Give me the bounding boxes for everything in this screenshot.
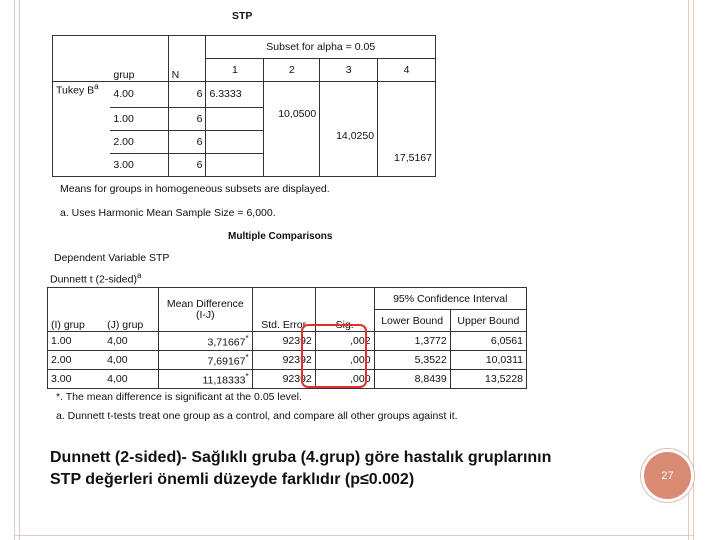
page-number-badge: 27 <box>641 449 694 502</box>
mc-test-label: Dunnett t (2-sided)$^a$ <box>50 271 142 286</box>
caption-line-1: Dunnett (2-sided)- Sağlıklı gruba (4.grup) göre hastalık gruplarının <box>50 449 552 466</box>
table-cell: 3.00 <box>48 370 105 389</box>
table-row-group: 4.00 <box>110 82 168 107</box>
table-cell: ,000 <box>315 351 374 370</box>
frame-line-left-outer <box>14 0 15 540</box>
table-cell: 6.3333 <box>206 82 264 107</box>
table-cell: 4,00 <box>104 351 158 370</box>
table-cell <box>206 130 264 153</box>
mc-col-j: (J) grup <box>104 288 158 332</box>
table-cell: ,002 <box>315 332 374 351</box>
mc-dependent-variable: Dependent Variable STP <box>54 252 170 264</box>
slide-caption <box>50 447 551 491</box>
sig-column-highlight <box>301 324 367 388</box>
table-row-n: 6 <box>168 107 206 130</box>
stp-subset-header: Subset for alpha = 0.05 <box>206 36 436 59</box>
stp-note-1: Means for groups in homogeneous subsets are displayed. <box>60 183 330 195</box>
table-row-n: 6 <box>168 130 206 153</box>
mc-note-1: *. The mean difference is significant at the 0.05 level. <box>56 391 302 403</box>
table-cell: 13,5228 <box>450 370 526 389</box>
table-cell: 3,71667* <box>159 332 253 351</box>
table-row-n: 6 <box>168 153 206 176</box>
frame-line-right-outer <box>693 0 694 540</box>
stp-subsets-table <box>52 35 436 177</box>
table-cell: 1.00 <box>48 332 105 351</box>
stp-note-2: a. Uses Harmonic Mean Sample Size = 6,000. <box>60 207 276 219</box>
table-cell: 10,0311 <box>450 351 526 370</box>
table-cell: 11,18333* <box>159 370 253 389</box>
table-cell: 8,8439 <box>374 370 450 389</box>
stp-tukey-label: Tukey $B^a$ <box>53 82 111 177</box>
table-cell: 6,0561 <box>450 332 526 351</box>
mc-table-title: Multiple Comparisons <box>228 231 333 242</box>
table-cell: 17,5167 <box>378 82 436 177</box>
mc-col-mean-diff: Mean Difference (I-J) <box>159 288 253 332</box>
table-cell: 5,3522 <box>374 351 450 370</box>
frame-line-left-inner <box>19 0 20 540</box>
table-cell: 92392 <box>252 351 315 370</box>
table-cell <box>206 107 264 130</box>
stp-subset-col-1: 1 <box>206 59 264 82</box>
mc-col-i: (I) grup <box>48 288 105 332</box>
stp-subset-col-4: 4 <box>378 59 436 82</box>
stp-subset-col-3: 3 <box>320 59 378 82</box>
stp-corner <box>53 36 111 82</box>
mc-col-sig: Sig. <box>315 288 374 332</box>
table-cell: 92392 <box>252 370 315 389</box>
multiple-comparisons-table <box>47 287 527 389</box>
mc-col-upper-bound: Upper Bound <box>450 310 526 332</box>
frame-line-bottom <box>14 535 694 536</box>
stp-subset-col-2: 2 <box>264 59 320 82</box>
stp-col-n: N <box>168 36 206 82</box>
stp-col-group: grup <box>110 36 168 82</box>
table-cell: 7,69167* <box>159 351 253 370</box>
caption-line-2: STP değerleri önemli düzeyde farklıdır (p≤0.002) <box>50 471 415 488</box>
table-row <box>48 351 527 370</box>
table-row-n: 6 <box>168 82 206 107</box>
stp-table-title: STP <box>232 10 253 22</box>
table-row-group: 2.00 <box>110 130 168 153</box>
table-row-group: 1.00 <box>110 107 168 130</box>
table-row <box>48 370 527 389</box>
table-cell <box>206 153 264 176</box>
mc-ci-header: 95% Confidence Interval <box>374 288 526 310</box>
table-cell: 92392 <box>252 332 315 351</box>
table-row-group: 3.00 <box>110 153 168 176</box>
table-row <box>48 332 527 351</box>
table-cell: 10,0500 <box>264 82 320 177</box>
table-cell: ,000 <box>315 370 374 389</box>
table-cell: 4,00 <box>104 370 158 389</box>
table-cell: 2.00 <box>48 351 105 370</box>
table-cell: 14,0250 <box>320 82 378 177</box>
mc-note-2: a. Dunnett t-tests treat one group as a control, and compare all other groups against it. <box>56 410 458 422</box>
table-cell: 4,00 <box>104 332 158 351</box>
mc-col-std-error: Std. Error <box>252 288 315 332</box>
table-cell: 1,3772 <box>374 332 450 351</box>
mc-col-lower-bound: Lower Bound <box>374 310 450 332</box>
